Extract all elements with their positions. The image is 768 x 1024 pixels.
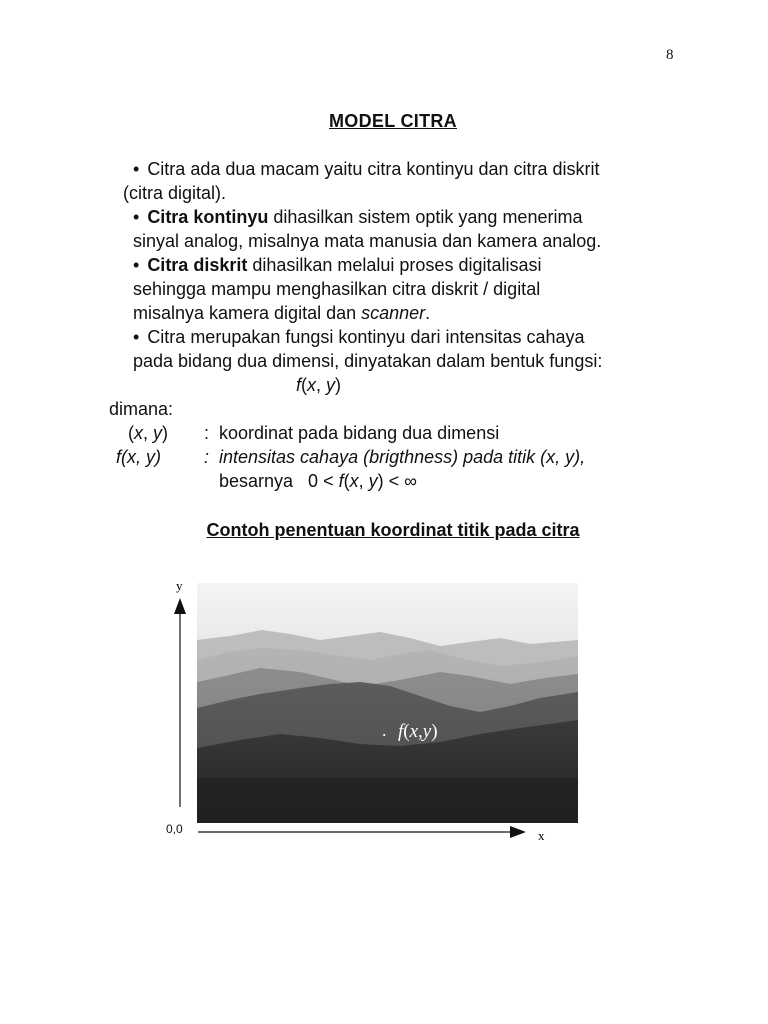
formula-x: x [307,375,317,395]
x-axis-label: x [538,828,545,843]
def-2-line-2-end: ) < ∞ [377,471,417,491]
def-2-description: intensitas cahaya (brigthness) pada titik (x, y), [219,447,586,467]
dimana-label: dimana: [109,399,174,419]
bullet-icon: • [133,207,140,227]
formula-close: ) [335,375,342,395]
bullet-icon: • [133,255,140,275]
origin-label: 0,0 [166,822,183,836]
def-1-comma: , [143,423,154,443]
def-2-line-2-x: x [349,471,359,491]
y-axis-arrowhead-icon [174,598,186,614]
def-1-description: koordinat pada bidang dua dimensi [219,423,500,443]
bullet-1-text: Citra ada dua macam yaitu citra kontinyu dan citra diskrit [147,159,600,179]
bullet-2-line-2: sinyal analog, misalnya mata manusia dan kamera analog. [133,231,602,251]
def-1-x: x [134,423,143,443]
landscape-photo [197,583,578,823]
y-axis-label: y [176,578,183,593]
point-label: f(x,y) [398,721,438,742]
bullet-3-line-3-text: misalnya kamera digital dan [133,303,362,323]
formula-comma: , [316,375,327,395]
def-2-separator: : [204,447,210,467]
bullet-1-line-2: (citra digital). [123,183,227,203]
formula-y: y [326,375,336,395]
page-number: 8 [666,47,674,63]
formula-open: ( [301,375,308,395]
figure-caption: Contoh penentuan koordinat titik pada citra [206,520,580,540]
def-1-close: ) [162,423,169,443]
def-1-separator: : [204,423,210,443]
def-2-line-2-y: y [368,471,378,491]
page-title: MODEL CITRA [329,111,457,131]
def-2-line-2-open: ( [343,471,350,491]
def-2-term: f(x, y) [116,447,161,467]
bullet-2-text: dihasilkan sistem optik yang menerima [268,207,583,227]
bullet-icon: • [133,327,140,347]
bullet-4-line-2: pada bidang dua dimensi, dinyatakan dalam bentuk fungsi: [133,351,603,371]
point-marker: . [382,720,387,740]
bullet-4-text: Citra merupakan fungsi kontinyu dari intensitas cahaya [147,327,585,347]
bullet-3-text: dihasilkan melalui proses digitalisasi [247,255,542,275]
def-1-y: y [153,423,163,443]
x-axis-arrowhead-icon [510,826,526,838]
bullet-3-line-2: sehingga mampu menghasilkan citra diskrit / digital [133,279,541,299]
def-2-line-2-comma: , [358,471,369,491]
bullet-3-term: Citra diskrit [147,255,248,275]
def-2-line-2-f: f [338,471,344,491]
formula-f: f [296,375,302,395]
def-1-open: ( [128,423,134,443]
def-2-line-2-text: besarnya 0 < [219,471,339,491]
bullet-2-term: Citra kontinyu [147,207,269,227]
bullet-icon: • [133,159,140,179]
bullet-3-italic: scanner [361,303,426,323]
bullet-3-line-3-end: . [425,303,431,323]
